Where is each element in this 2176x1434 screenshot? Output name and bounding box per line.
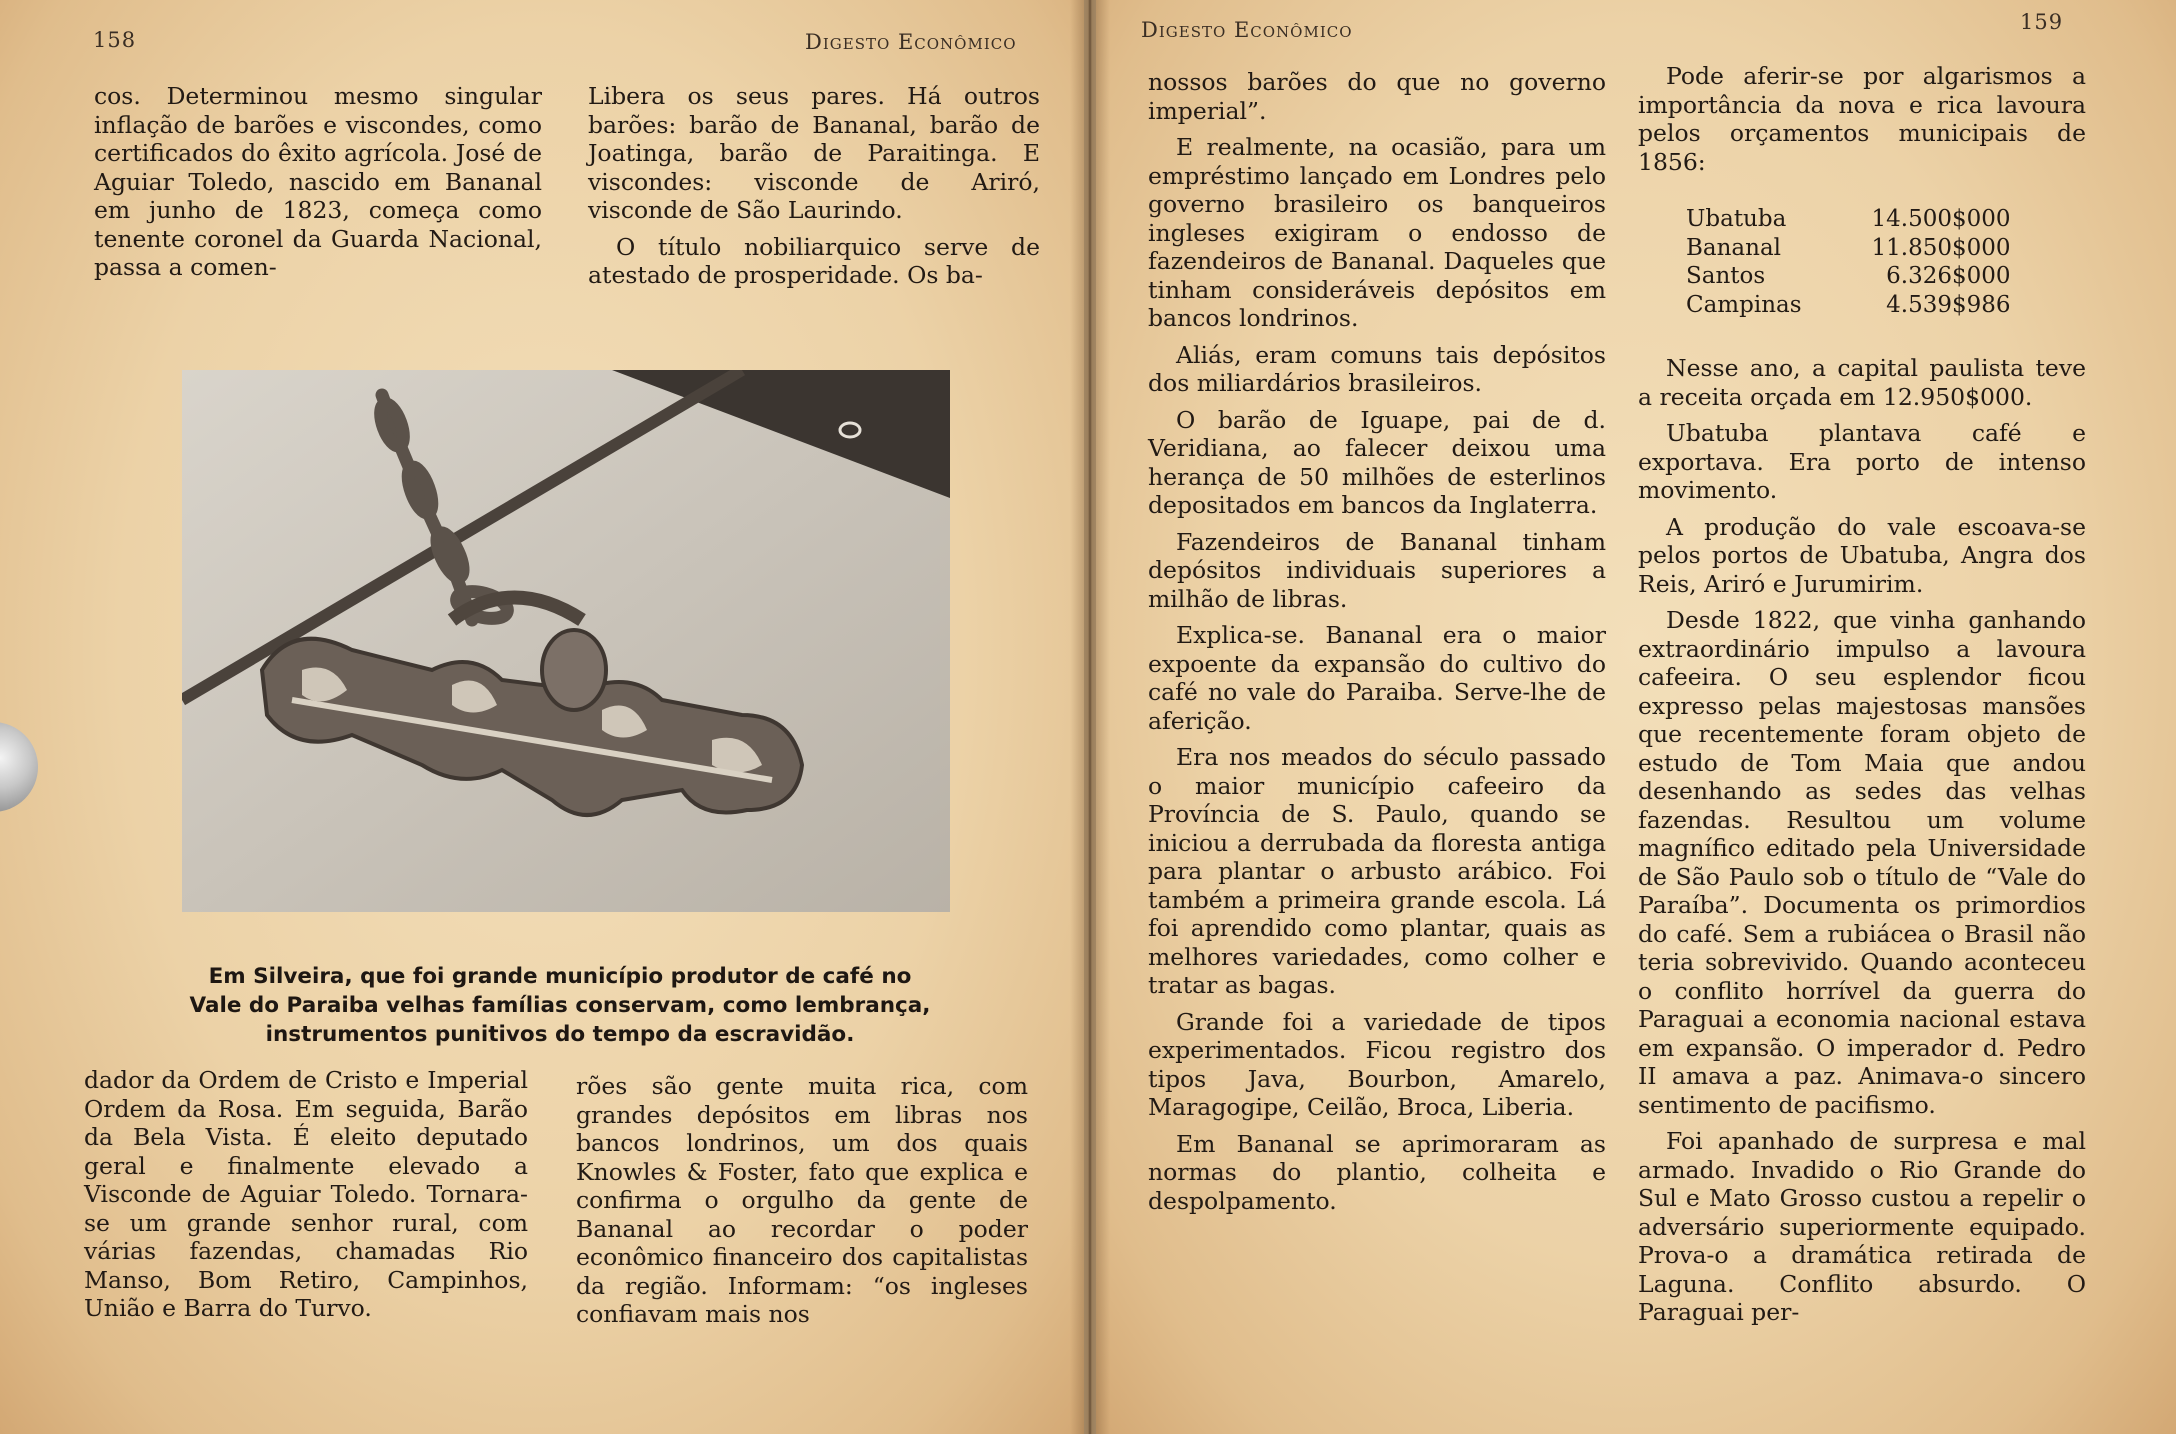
paragraph: Grande foi a variedade de tipos experimentados. Ficou registro dos tipos Java, Bourbon, Amarelo, Maragogipe, Ceilão, Broca, Liberia. bbox=[1148, 1007, 1606, 1121]
column-right-page-right-intro bbox=[1638, 62, 2086, 184]
city-cell: Ubatuba bbox=[1686, 206, 1787, 232]
page-number-left: 158 bbox=[93, 28, 137, 52]
column-right-page-left bbox=[1148, 68, 1606, 1223]
table-row bbox=[1686, 236, 2011, 265]
shackles-photograph bbox=[182, 370, 950, 912]
paragraph: Explica-se. Bananal era o maior expoente da expansão do cultivo do café no vale do Paraiba. Serve-lhe de aferição. bbox=[1148, 621, 1606, 735]
column-top-right bbox=[588, 82, 1040, 298]
paragraph: Nesse ano, a capital paulista teve a receita orçada em 12.950$000. bbox=[1638, 354, 2086, 411]
caption-line: instrumentos punitivos do tempo da escravidão. bbox=[265, 1022, 855, 1047]
table-row bbox=[1686, 293, 2011, 322]
column-top-left bbox=[94, 82, 542, 290]
paragraph: Pode aferir-se por algarismos a importância da nova e rica lavoura pelos orçamentos municipais de 1856: bbox=[1638, 62, 2086, 176]
paragraph: E realmente, na ocasião, para um empréstimo lançado em Londres pelo governo brasileiro os banqueiros ingleses exigiram o endosso de fazendeiros de Bananal. Daqueles que tinham consideráveis depósitos em bancos londrinos. bbox=[1148, 133, 1606, 332]
city-cell: Santos bbox=[1686, 263, 1766, 289]
paragraph: O barão de Iguape, pai de d. Veridiana, ao falecer deixou uma herança de 50 milhões de esterlinos depositados em bancos da Inglaterra. bbox=[1148, 405, 1606, 519]
amount-cell: 14.500$000 bbox=[1871, 206, 2011, 232]
amount-cell: 11.850$000 bbox=[1871, 234, 2011, 261]
paragraph: rões são gente muita rica, com grandes depósitos em libras nos bancos londrinos, um dos quais Knowles & Foster, fato que explica e confirma o orgulho da gente de Bananal ao recordar o poder econômico financeiro dos capitalistas da região. Informam: “os ingleses confiavam mais nos bbox=[576, 1072, 1028, 1328]
paragraph: Desde 1822, que vinha ganhando extraordinário impulso a lavoura cafeeira. O seu esplendor ficou expresso pelas majestosas mansões que recentemente foram objeto de estudo de Tom Maia que andou desenhando as sedes das velhas fazendas. Resultou um volume magnífico editado pela Universidade de São Paulo sob o título de “Vale do Paraíba”. Documenta os primordios do café. Sem a rubiácea o Brasil não teria sobrevivido. Quando aconteceu o conflito horrível da guerra do Paraguai a economia nacional estava em expansão. O imperador d. Pedro II amava a paz. Animava-o sincero sentimento de pacifismo. bbox=[1638, 606, 2086, 1119]
amount-cell: 6.326$000 bbox=[1886, 263, 2011, 289]
paragraph: Libera os seus pares. Há outros barões: barão de Bananal, barão de Joatinga, barão de Paraitinga. E viscondes: visconde de Ariró, visconde de São Laurindo. bbox=[588, 82, 1040, 224]
running-head-left: Digesto Econômico bbox=[805, 30, 1017, 54]
paragraph: A produção do vale escoava-se pelos portos de Ubatuba, Angra dos Reis, Ariró e Jurumirim. bbox=[1638, 512, 2086, 598]
paragraph: Ubatuba plantava café e exportava. Era porto de intenso movimento. bbox=[1638, 419, 2086, 504]
amount-cell: 4.539$986 bbox=[1886, 291, 2011, 318]
page-number-right: 159 bbox=[2020, 10, 2064, 34]
right-page bbox=[1096, 0, 2176, 1434]
binder-clip bbox=[0, 722, 38, 812]
running-head-right: Digesto Econômico bbox=[1141, 18, 1353, 42]
paragraph: cos. Determinou mesmo singular inflação de barões e viscondes, como certificados do êxito agrícola. José de Aguiar Toledo, nascido em Bananal em junho de 1823, começa como tenente coronel da Guarda Nacional, passa a comen- bbox=[94, 82, 542, 281]
paragraph: Foi apanhado de surpresa e mal armado. Invadido o Rio Grande do Sul e Mato Grosso custou a repelir o adversário superiormente equipado. Prova-o a dramática retirada de Laguna. Conflito absurdo. O Paraguai per- bbox=[1638, 1127, 2086, 1326]
paragraph: Em Bananal se aprimoraram as normas do plantio, colheita e despolpamento. bbox=[1148, 1129, 1606, 1215]
paragraph: Aliás, eram comuns tais depósitos dos miliardários brasileiros. bbox=[1148, 340, 1606, 397]
column-bottom-right bbox=[576, 1072, 1028, 1337]
caption-line: Vale do Paraiba velhas famílias conservam, como lembrança, bbox=[189, 993, 931, 1018]
paragraph: O título nobiliarquico serve de atestado de prosperidade. Os ba- bbox=[588, 232, 1040, 289]
city-cell: Campinas bbox=[1686, 291, 1802, 318]
city-cell: Bananal bbox=[1686, 234, 1782, 261]
budget-table bbox=[1686, 207, 2011, 321]
table-row bbox=[1686, 207, 2011, 236]
book-gutter bbox=[1070, 0, 1110, 1434]
paragraph: Fazendeiros de Bananal tinham depósitos individuais superiores a milhão de libras. bbox=[1148, 527, 1606, 613]
paragraph: nossos barões do que no governo imperial”. bbox=[1148, 68, 1606, 125]
table-row bbox=[1686, 264, 2011, 293]
column-bottom-left bbox=[84, 1066, 528, 1331]
paragraph: dador da Ordem de Cristo e Imperial Ordem da Rosa. Em seguida, Barão da Bela Vista. É eleito deputado geral e finalmente elevado a Visconde de Aguiar Toledo. Tornara-se um grande senhor rural, com várias fazendas, chamadas Rio Manso, Bom Retiro, Campinhos, União e Barra do Turvo. bbox=[84, 1066, 528, 1322]
left-page bbox=[0, 0, 1084, 1434]
paragraph: Era nos meados do século passado o maior município cafeeiro da Província de S. Paulo, quando se iniciou a derrubada da floresta antiga para plantar o arbusto arábico. Foi também a primeira grande escola. Lá foi aprendido como plantar, quais as melhores variedades, como colher e tratar as bagas. bbox=[1148, 743, 1606, 999]
column-right-page-right bbox=[1638, 354, 2086, 1335]
photo-caption bbox=[140, 962, 980, 1049]
caption-line: Em Silveira, que foi grande município produtor de café no bbox=[208, 964, 912, 989]
